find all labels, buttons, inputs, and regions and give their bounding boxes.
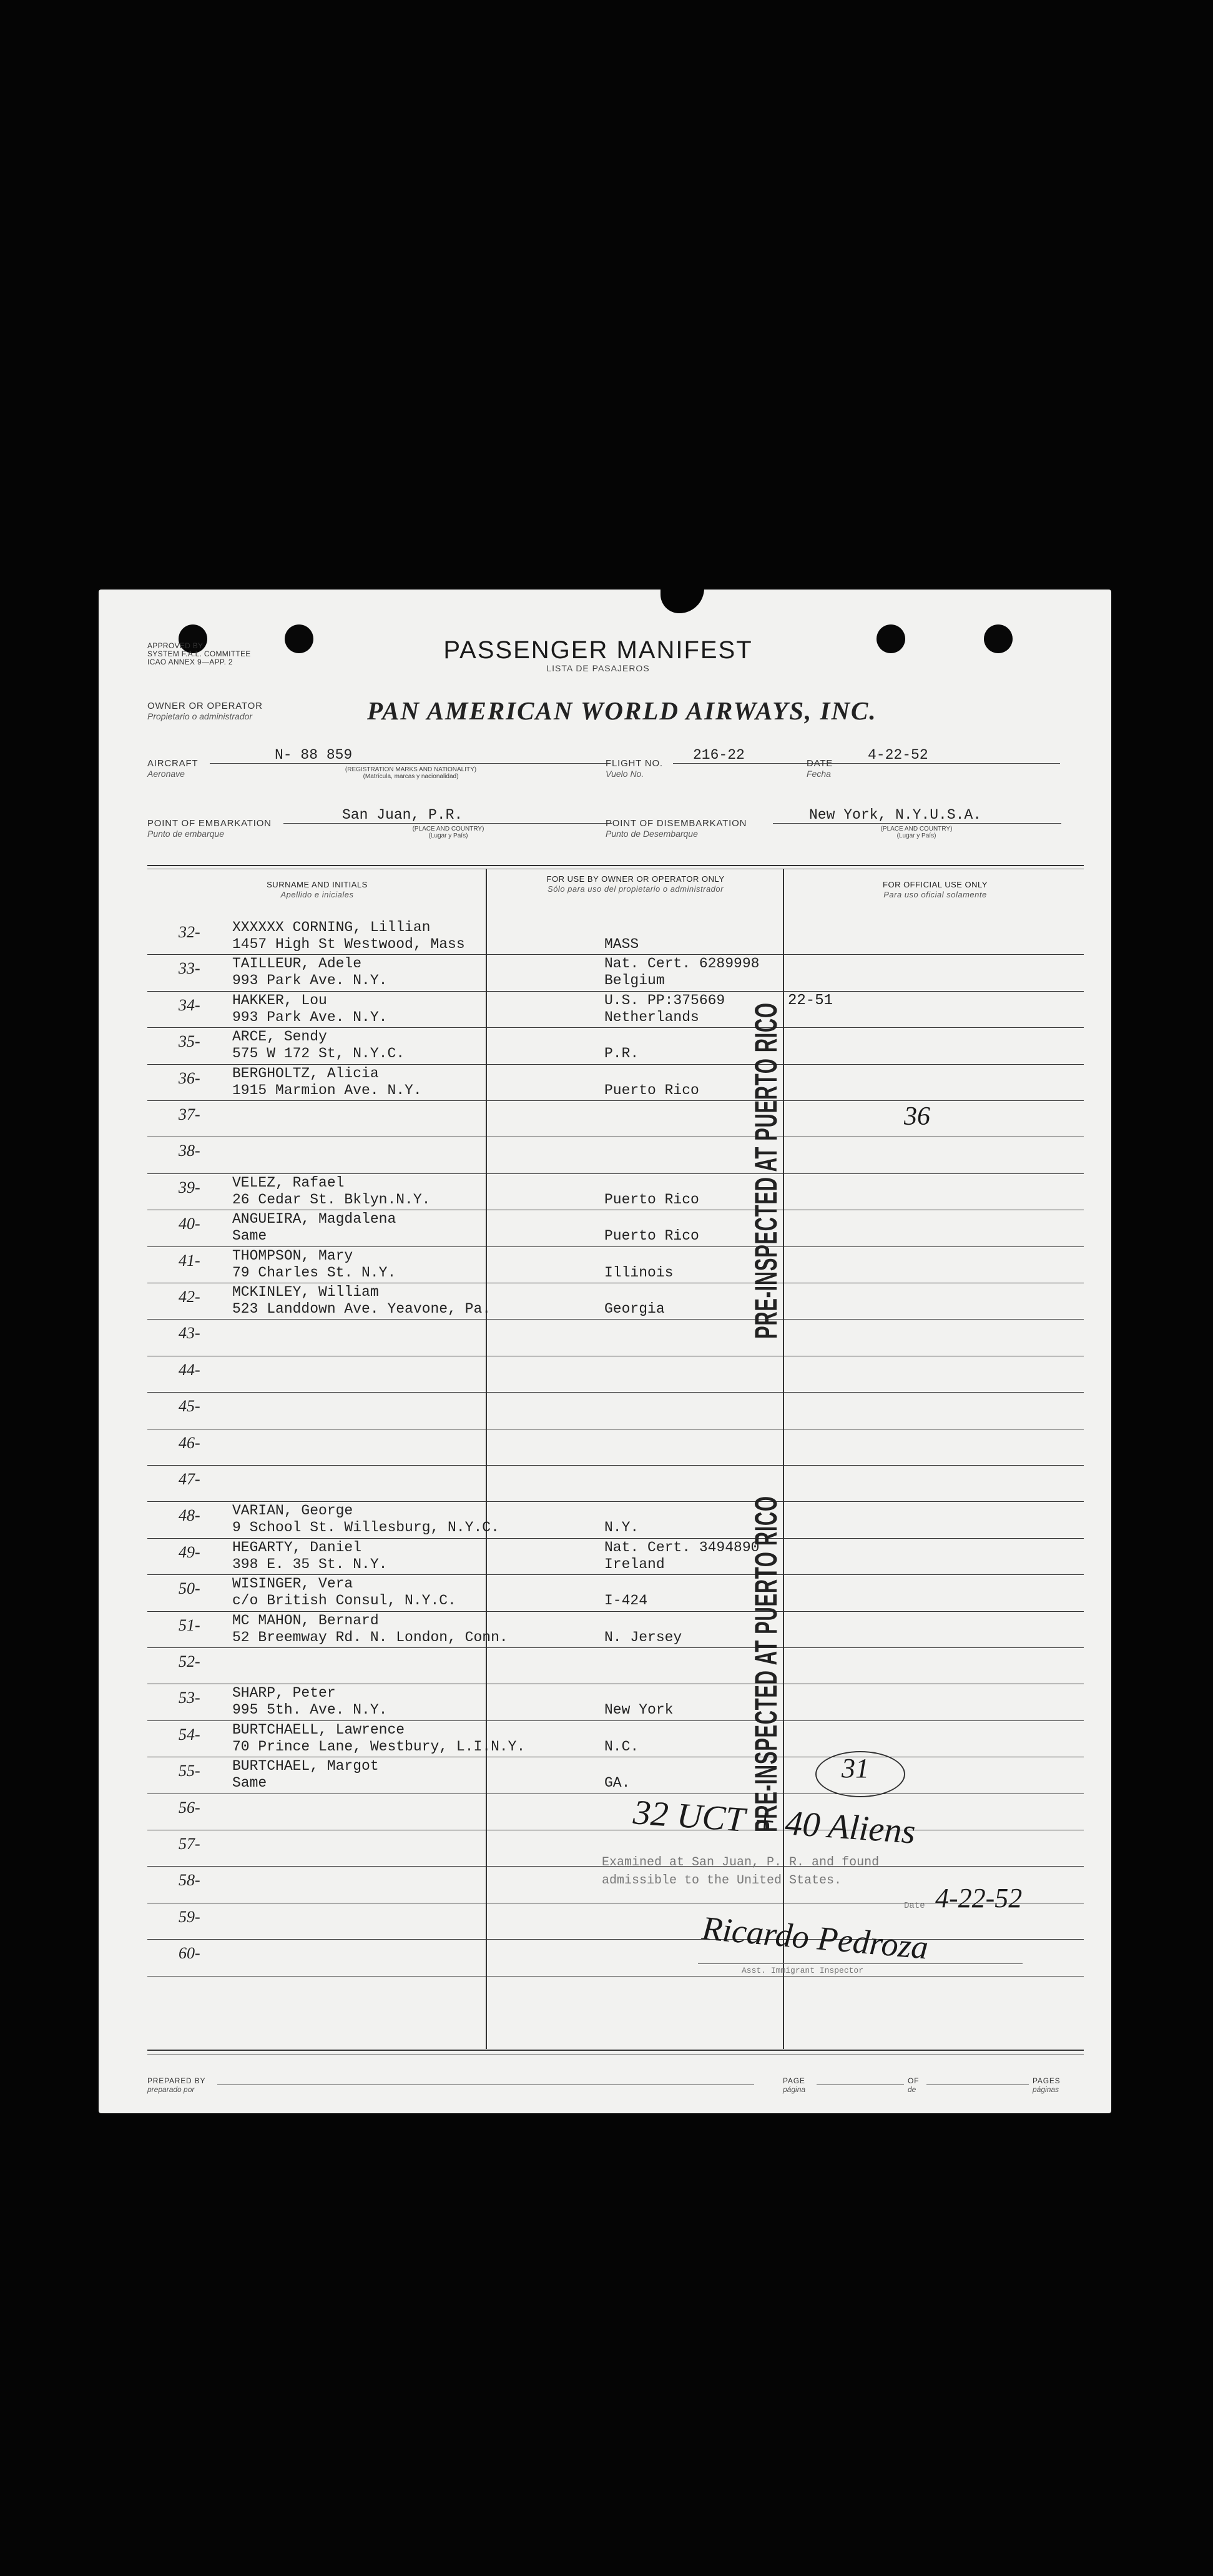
passenger-name: BERGHOLTZ, Alicia: [232, 1065, 379, 1082]
embark-value: San Juan, P.R.: [342, 807, 463, 823]
owner-nationality: Illinois: [604, 1264, 674, 1281]
row-number: 49-: [179, 1542, 200, 1561]
signature-line: [698, 1963, 1023, 1964]
table-bottom-rule: [147, 2050, 1084, 2051]
disembark-value: New York, N.Y.U.S.A.: [809, 807, 982, 823]
row-number: 53-: [179, 1689, 200, 1707]
owner-nationality: Ireland: [604, 1556, 665, 1572]
owner-nationality: P.R.: [604, 1045, 639, 1062]
punch-hole: [285, 624, 313, 653]
row-number: 45-: [179, 1397, 200, 1416]
passenger-address: 1915 Marmion Ave. N.Y.: [232, 1082, 422, 1098]
passenger-address: 9 School St. Willesburg, N.Y.C.: [232, 1519, 499, 1536]
column-divider: [486, 869, 487, 2049]
punch-hole: [877, 624, 905, 653]
table-top-rule: [147, 865, 1084, 866]
passenger-address: 993 Park Ave. N.Y.: [232, 972, 388, 989]
row-rule: [147, 954, 1084, 955]
col-header-owner: FOR USE BY OWNER OR OPERATOR ONLY Sólo para uso del propietario o administrador: [546, 874, 725, 894]
passenger-name: XXXXXX CORNING, Lillian: [232, 919, 431, 935]
official-note: 22-51: [788, 992, 833, 1009]
row-number: 32-: [179, 923, 200, 941]
row-rule: [147, 991, 1084, 992]
passenger-address: 52 Breemway Rd. N. London, Conn.: [232, 1629, 508, 1646]
row-rule: [147, 1027, 1084, 1028]
row-rule: [147, 1720, 1084, 1721]
row-number: 43-: [179, 1324, 200, 1343]
aircraft-line: [210, 763, 609, 764]
owner-nationality: N.C.: [604, 1738, 639, 1755]
exam-line: Examined at San Juan, P. R. and found: [602, 1855, 880, 1870]
embark-caption: (PLACE AND COUNTRY) (Lugar y País): [412, 826, 484, 839]
row-number: 38-: [179, 1142, 200, 1160]
row-number: 42-: [179, 1288, 200, 1306]
passenger-name: THOMPSON, Mary: [232, 1247, 353, 1264]
passenger-address: c/o British Consul, N.Y.C.: [232, 1592, 456, 1609]
row-number: 57-: [179, 1835, 200, 1853]
approval-block: [147, 642, 251, 666]
prepared-label: PREPARED BY preparado por: [147, 2076, 206, 2094]
official-note: 36: [904, 1102, 930, 1131]
passenger-address: Same: [232, 1775, 267, 1792]
row-number: 47-: [179, 1470, 200, 1488]
passenger-name: HEGARTY, Daniel: [232, 1539, 362, 1556]
row-number: 36-: [179, 1068, 200, 1087]
form-subtitle: LISTA DE PASAJEROS: [546, 663, 650, 673]
row-rule: [147, 1501, 1084, 1502]
row-number: 34-: [179, 995, 200, 1014]
torn-notch: [661, 585, 704, 613]
tally-note: 32 UCT + 40 Aliens: [632, 1793, 917, 1852]
passenger-name: VELEZ, Rafael: [232, 1174, 345, 1191]
owner-nationality: N. Jersey: [604, 1629, 682, 1646]
owner-nationality: Puerto Rico: [604, 1082, 699, 1098]
exam-line: admissible to the United States.: [602, 1873, 842, 1888]
disembark-caption: (PLACE AND COUNTRY) (Lugar y País): [880, 826, 953, 839]
row-number: 50-: [179, 1579, 200, 1598]
row-number: 56-: [179, 1798, 200, 1817]
page-label: PAGE página: [783, 2076, 806, 2094]
passenger-name: ANGUEIRA, Magdalena: [232, 1211, 396, 1228]
row-rule: [147, 1319, 1084, 1320]
row-rule: [147, 1465, 1084, 1466]
passenger-name: BURTCHAELL, Lawrence: [232, 1721, 405, 1738]
row-rule: [147, 1246, 1084, 1247]
passenger-name: SHARP, Peter: [232, 1685, 336, 1702]
row-rule: [147, 1574, 1084, 1575]
passenger-name: BURTCHAEL, Margot: [232, 1758, 379, 1775]
row-rule: [147, 1538, 1084, 1539]
row-rule: [147, 1939, 1084, 1940]
row-number: 59-: [179, 1907, 200, 1926]
row-number: 37-: [179, 1105, 200, 1123]
passenger-address: 398 E. 35 St. N.Y.: [232, 1556, 388, 1572]
passenger-name: MC MAHON, Bernard: [232, 1612, 379, 1629]
form-title: PASSENGER MANIFEST: [443, 636, 753, 664]
owner-nationality: MASS: [604, 936, 639, 952]
manifest-sheet: [99, 590, 1111, 2113]
row-rule: [147, 1173, 1084, 1174]
approval-line: SYSTEM F.A.L. COMMITTEE: [147, 649, 251, 658]
aircraft-label: AIRCRAFT Aeronave: [147, 758, 199, 779]
date-value: 4-22-52: [868, 747, 928, 763]
row-number: 41-: [179, 1251, 200, 1270]
owner-nationality: N.Y.: [604, 1519, 639, 1536]
of-label: OF de: [908, 2076, 920, 2094]
col-header-surname: SURNAME AND INITIALS Apellido e iniciales: [267, 880, 368, 899]
disembark-line: [773, 823, 1061, 824]
passenger-address: Same: [232, 1228, 267, 1245]
passenger-address: 79 Charles St. N.Y.: [232, 1264, 396, 1281]
aircraft-value: N- 88 859: [275, 747, 353, 763]
owner-note: Nat. Cert. 3494890: [604, 1539, 760, 1556]
pages-label: PAGES páginas: [1033, 2076, 1061, 2094]
inspector-signature: Ricardo Pedroza: [700, 1909, 930, 1967]
passenger-address: 523 Landdown Ave. Yeavone, Pa.: [232, 1301, 491, 1317]
row-rule: [147, 1611, 1084, 1612]
approval-line: ICAO ANNEX 9—APP. 2: [147, 658, 233, 666]
owner-note: U.S. PP:375669: [604, 992, 725, 1009]
passenger-address: 70 Prince Lane, Westbury, L.I.N.Y.: [232, 1738, 526, 1755]
row-rule: [147, 1064, 1084, 1065]
owner-value: PAN AMERICAN WORLD AIRWAYS, INC.: [367, 696, 877, 725]
row-number: 40-: [179, 1215, 200, 1233]
row-number: 52-: [179, 1652, 200, 1670]
row-number: 55-: [179, 1762, 200, 1780]
passenger-address: 26 Cedar St. Bklyn.N.Y.: [232, 1191, 431, 1208]
row-rule: [147, 1392, 1084, 1393]
disembark-label: POINT OF DISEMBARKATION Punto de Desembarque: [606, 818, 747, 839]
passenger-name: MCKINLEY, William: [232, 1284, 379, 1300]
owner-nationality: Puerto Rico: [604, 1228, 699, 1245]
passenger-address: 1457 High St Westwood, Mass: [232, 936, 465, 952]
passenger-address: 575 W 172 St, N.Y.C.: [232, 1045, 405, 1062]
date-line: [843, 763, 1060, 764]
aircraft-caption: (REGISTRATION MARKS AND NATIONALITY) (Matrícula, marcas y nacionalidad): [345, 766, 477, 780]
preinspected-stamp: PRE-INSPECTED AT PUERTO RICO: [749, 1002, 783, 1339]
row-number: 60-: [179, 1944, 200, 1963]
owner-nationality: New York: [604, 1702, 674, 1719]
embark-line: [283, 823, 612, 824]
passenger-address: 993 Park Ave. N.Y.: [232, 1009, 388, 1025]
embark-label: POINT OF EMBARKATION Punto de embarque: [147, 818, 272, 839]
exam-date: 4-22-52: [935, 1883, 1023, 1913]
row-number: 48-: [179, 1506, 200, 1525]
owner-nationality: Belgium: [604, 972, 665, 989]
row-number: 33-: [179, 959, 200, 978]
col-header-official: FOR OFFICIAL USE ONLY Para uso oficial solamente: [883, 880, 988, 899]
owner-nationality: Georgia: [604, 1301, 665, 1317]
passenger-name: VARIAN, George: [232, 1503, 353, 1519]
exam-date-label: Date: [904, 1901, 925, 1911]
circled-count: 31: [842, 1753, 869, 1784]
owner-label: OWNER OR OPERATOR Propietario o administrador: [147, 701, 263, 721]
row-number: 46-: [179, 1433, 200, 1452]
row-number: 58-: [179, 1871, 200, 1890]
row-number: 54-: [179, 1725, 200, 1744]
owner-nationality: GA.: [604, 1775, 631, 1792]
inspector-caption: Asst. Immigrant Inspector: [742, 1966, 864, 1975]
row-number: 35-: [179, 1032, 200, 1051]
passenger-name: ARCE, Sendy: [232, 1029, 327, 1045]
row-number: 44-: [179, 1360, 200, 1379]
punch-hole: [984, 624, 1013, 653]
passenger-name: HAKKER, Lou: [232, 992, 327, 1009]
preinspected-stamp: PRE-INSPECTED AT PUERTO RICO: [749, 1496, 783, 1832]
row-rule: [147, 1100, 1084, 1101]
owner-nationality: Netherlands: [604, 1009, 699, 1025]
owner-note: Nat. Cert. 6289998: [604, 955, 760, 972]
flight-label: FLIGHT NO. Vuelo No.: [606, 758, 663, 779]
row-rule: [147, 1647, 1084, 1648]
row-number: 39-: [179, 1178, 200, 1197]
passenger-name: TAILLEUR, Adele: [232, 955, 362, 972]
approval-line: APPROVED BY: [147, 641, 204, 650]
passenger-name: WISINGER, Vera: [232, 1576, 353, 1592]
passenger-address: 995 5th. Ave. N.Y.: [232, 1702, 388, 1719]
date-label: DATE Fecha: [807, 758, 833, 779]
row-number: 51-: [179, 1616, 200, 1634]
owner-nationality: Puerto Rico: [604, 1191, 699, 1208]
flight-value: 216-22: [693, 747, 745, 763]
owner-nationality: I-424: [604, 1592, 648, 1609]
